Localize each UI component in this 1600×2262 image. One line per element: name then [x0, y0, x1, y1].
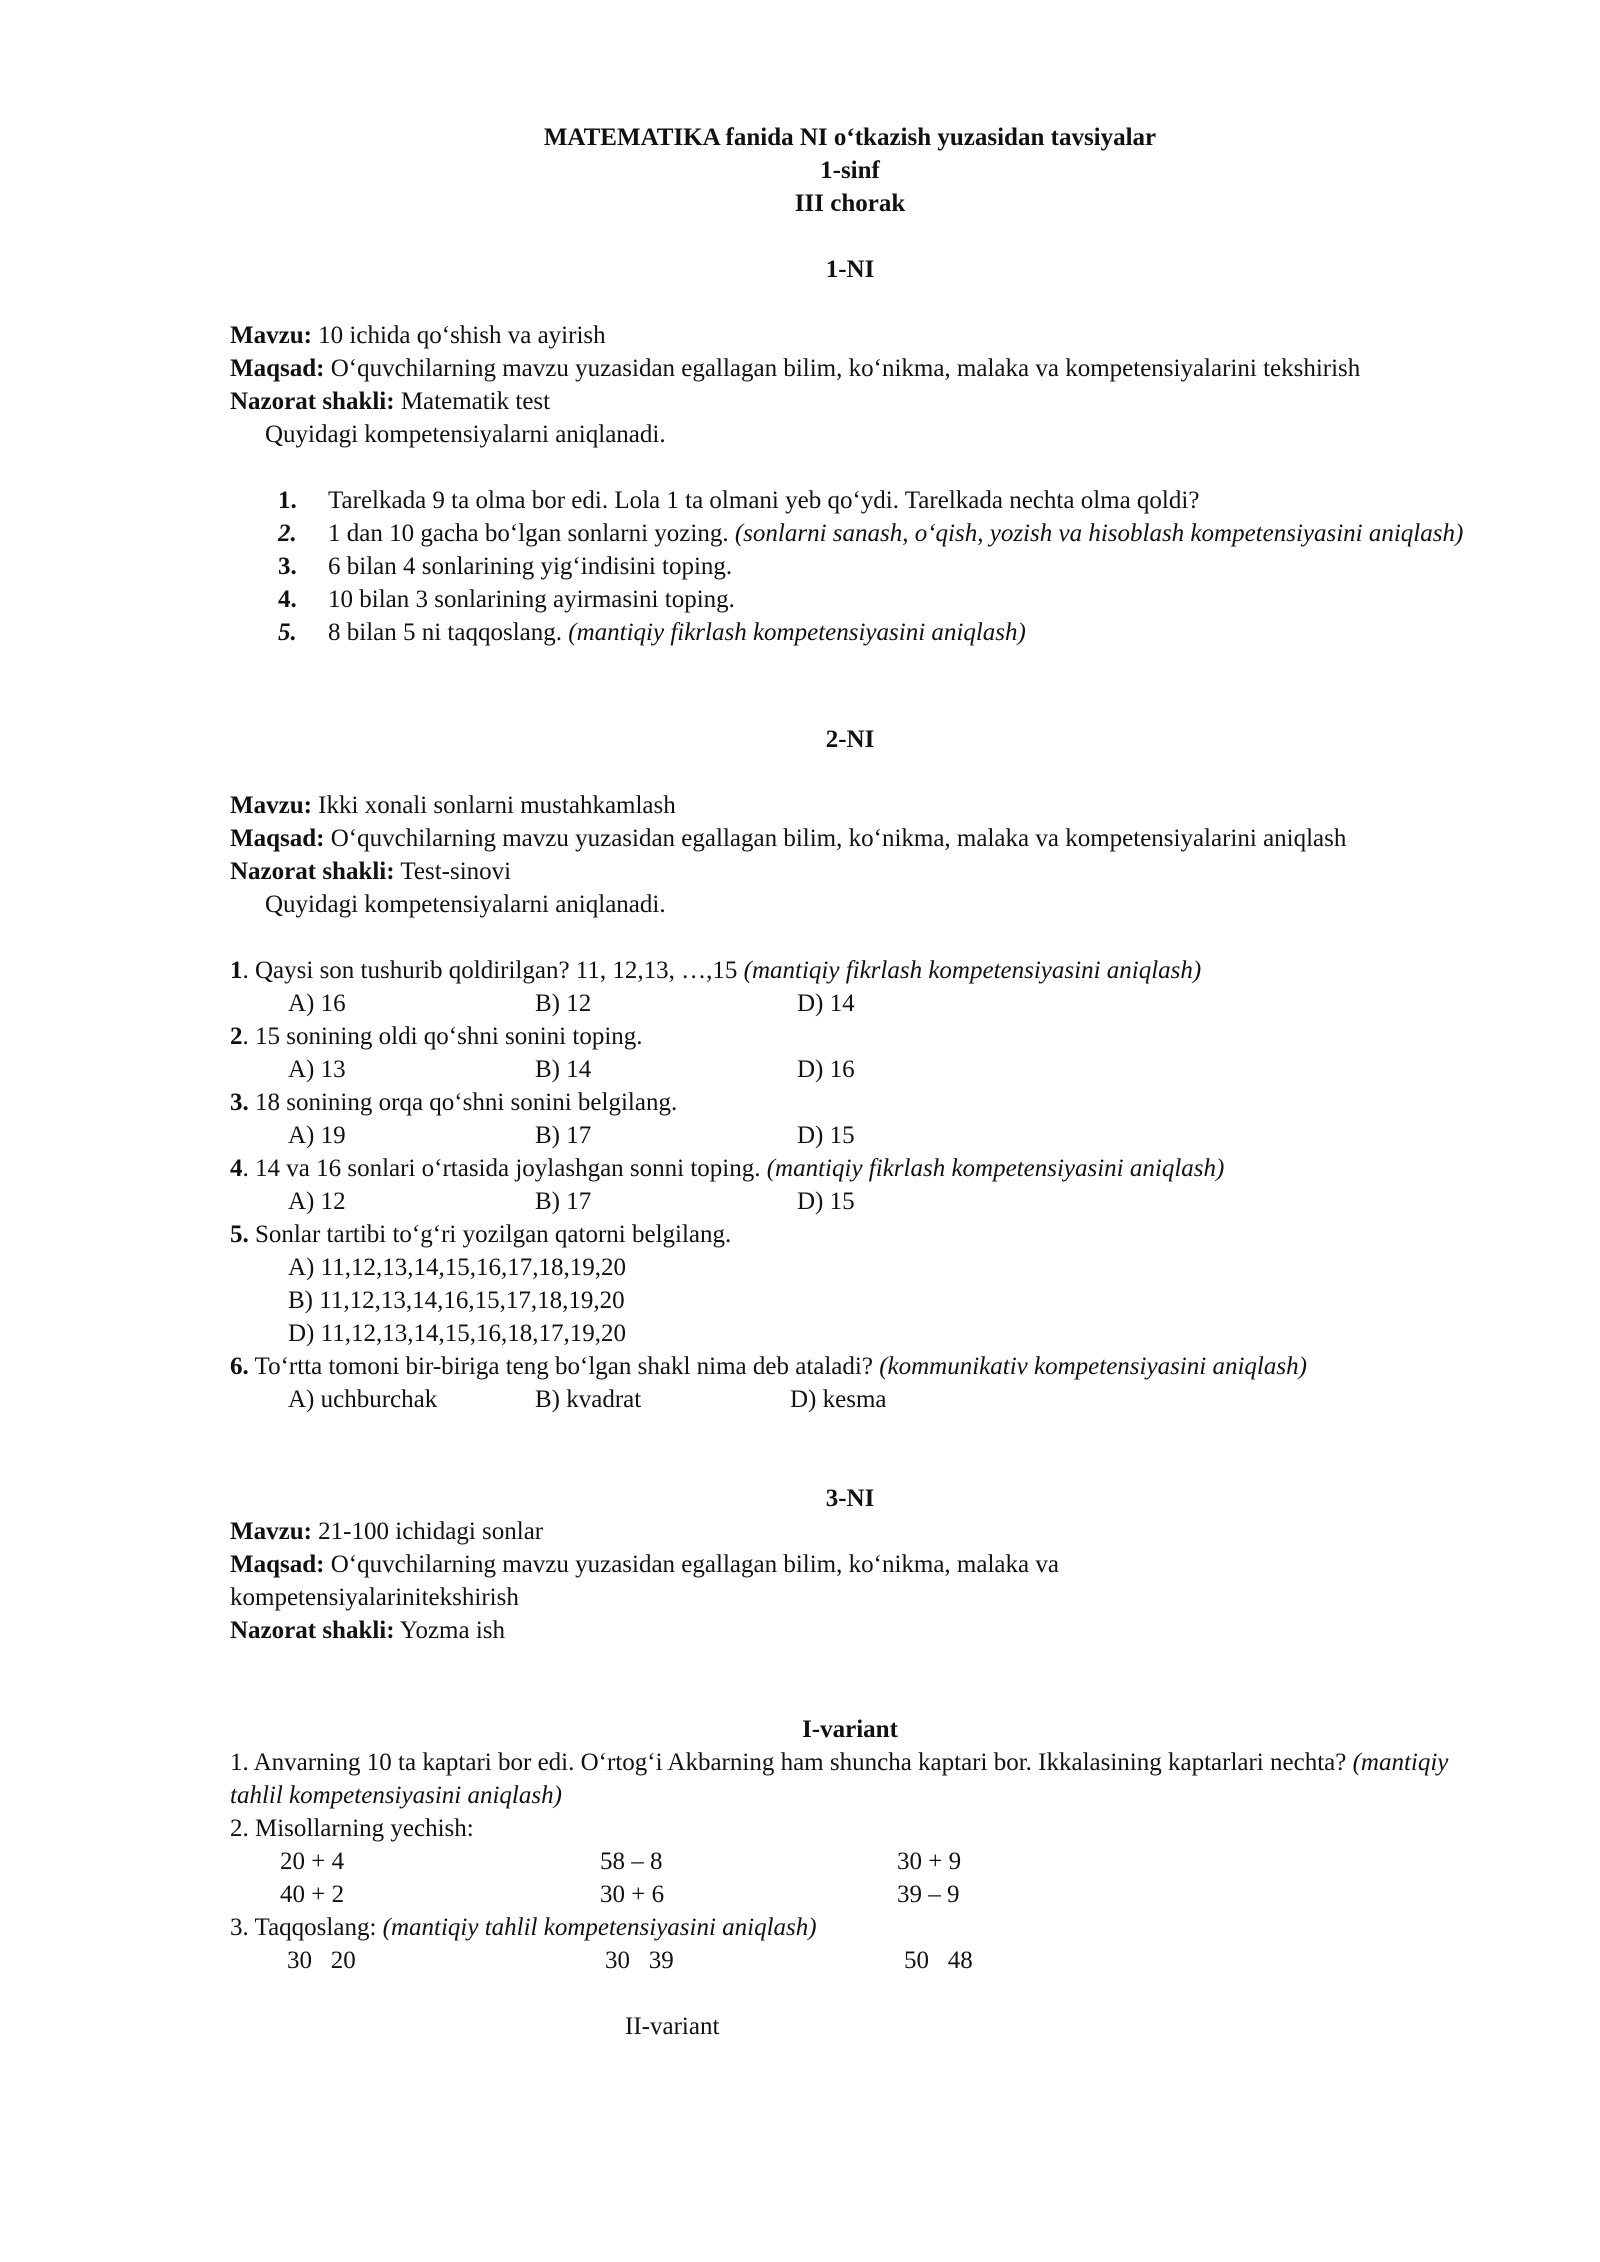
- math-expression: 20 + 4: [280, 1848, 345, 1875]
- question-number: 3.: [230, 1089, 249, 1116]
- variant-2-heading: II-variant: [625, 2013, 720, 2040]
- topic-label: Mavzu:: [230, 1518, 312, 1545]
- question-text: . Qaysi son tushurib qoldirilgan? 11, 12,13, …,15: [242, 957, 744, 984]
- question-number: 1: [230, 957, 243, 984]
- item-text: [328, 583, 1470, 616]
- task-text: 3. Taqqoslang:: [230, 1914, 383, 1941]
- item-number: 2.: [278, 520, 297, 547]
- item-text: [328, 616, 1470, 649]
- variant-1-heading: I-variant: [802, 1716, 898, 1743]
- option-b: B) 12: [535, 990, 592, 1017]
- question-number: 6.: [230, 1353, 249, 1380]
- goal-label: Maqsad:: [230, 825, 325, 852]
- ni2-question-1: [230, 954, 1470, 987]
- compare-pair: 30 20: [287, 1947, 356, 1974]
- ni2-goal-text: O‘quvchilarning mavzu yuzasidan egallagan bilim, ko‘nikma, malaka va kompetensiyalarini aniqlash: [324, 825, 1347, 852]
- goal-label: Maqsad:: [230, 1551, 325, 1578]
- compare-pair: 50 48: [904, 1947, 973, 1974]
- math-expression: 30 + 6: [600, 1881, 665, 1908]
- item-number: 3.: [278, 553, 297, 580]
- answer-options: [230, 1053, 1470, 1086]
- math-expression: 40 + 2: [280, 1881, 345, 1908]
- question-note: (mantiqiy fikrlash kompetensiyasini aniqlash): [743, 957, 1202, 984]
- ni2-topic-text: Ikki xonali sonlarni mustahkamlash: [311, 792, 676, 819]
- task-note: (mantiqiy tahlil kompetensiyasini aniqlash): [382, 1914, 817, 1941]
- question-text: 18 sonining orqa qo‘shni sonini belgilang.: [248, 1089, 678, 1116]
- math-expression: 58 – 8: [600, 1848, 663, 1875]
- ni1-topic: [230, 319, 1470, 352]
- variant-1-task-3: [230, 1911, 1470, 1944]
- option-d: D) 15: [797, 1188, 855, 1215]
- item-body: 10 bilan 3 sonlarining ayirmasini toping.: [328, 586, 735, 613]
- compare-row: [230, 1944, 1470, 1977]
- item-body: 6 bilan 4 sonlarining yig‘indisini toping.: [328, 553, 733, 580]
- list-item: [230, 616, 1470, 649]
- ni2-question-3: [230, 1086, 1470, 1119]
- option-d: D) 14: [797, 990, 855, 1017]
- ni1-task-list: [230, 484, 1470, 649]
- math-row: [230, 1845, 1470, 1878]
- quarter-label: III chorak: [794, 190, 906, 217]
- ni1-goal: [230, 352, 1470, 385]
- document-title: MATEMATIKA fanida NI o‘tkazish yuzasidan tavsiyalar: [543, 124, 1157, 151]
- variant-1-task-1: [230, 1746, 1470, 1812]
- option-a: A) 12: [288, 1188, 346, 1215]
- answer-options: [230, 987, 1470, 1020]
- ni2-question-6: [230, 1350, 1470, 1383]
- ni2-control: [230, 855, 1470, 888]
- option-a: A) 13: [288, 1056, 346, 1083]
- list-item: [230, 583, 1470, 616]
- list-item: [230, 484, 1470, 517]
- option-a: A) 19: [288, 1122, 346, 1149]
- question-number: 5.: [230, 1221, 249, 1248]
- ni3-heading: 3-NI: [825, 1485, 875, 1512]
- topic-label: Mavzu:: [230, 322, 312, 349]
- task-text: 1. Anvarning 10 ta kaptari bor edi. O‘rtog‘i Akbarning ham shuncha kaptari bor. Ikkalasining kaptarlari nechta?: [230, 1749, 1353, 1776]
- item-note: (mantiqiy fikrlash kompetensiyasini aniqlash): [568, 619, 1026, 646]
- answer-options: [230, 1119, 1470, 1152]
- option-b: B) 14: [535, 1056, 592, 1083]
- question-number: 4: [230, 1155, 243, 1182]
- item-text: [328, 550, 1470, 583]
- item-note: (sonlarni sanash, o‘qish, yozish va hisoblash kompetensiyasini aniqlash): [734, 520, 1464, 547]
- control-label: Nazorat shakli:: [230, 858, 395, 885]
- answer-options: [230, 1383, 1470, 1416]
- option-b: B) 17: [535, 1122, 592, 1149]
- variant-1-task-2: 2. Misollarning yechish:: [230, 1815, 474, 1842]
- option-b: B) 11,12,13,14,16,15,17,18,19,20: [288, 1287, 625, 1314]
- option-d: D) 16: [797, 1056, 855, 1083]
- option-d: D) 15: [797, 1122, 855, 1149]
- item-body: 8 bilan 5 ni taqqoslang.: [328, 619, 569, 646]
- ni1-intro: Quyidagi kompetensiyalarni aniqlanadi.: [265, 421, 666, 448]
- document-content: [230, 121, 1470, 2043]
- ni2-question-5: [230, 1218, 1470, 1251]
- ni2-question-2: [230, 1020, 1470, 1053]
- option-d: D) 11,12,13,14,15,16,18,17,19,20: [288, 1320, 626, 1347]
- ni2-goal: [230, 822, 1470, 855]
- question-text: . 15 sonining oldi qo‘shni sonini toping.: [242, 1023, 643, 1050]
- ni1-goal-text: O‘quvchilarning mavzu yuzasidan egallagan bilim, ko‘nikma, malaka va kompetensiyalarini tekshirish: [324, 355, 1361, 382]
- option-a: A) 16: [288, 990, 346, 1017]
- control-label: Nazorat shakli:: [230, 388, 395, 415]
- ni1-heading: 1-NI: [825, 256, 875, 283]
- list-item: [230, 517, 1470, 550]
- goal-label: Maqsad:: [230, 355, 325, 382]
- item-number: 1.: [278, 487, 297, 514]
- question-text: . 14 va 16 sonlari o‘rtasida joylashgan sonni toping.: [242, 1155, 767, 1182]
- math-expression: 39 – 9: [897, 1881, 960, 1908]
- math-row: [230, 1878, 1470, 1911]
- ni1-control: [230, 385, 1470, 418]
- ni1-control-text: Matematik test: [394, 388, 551, 415]
- ni3-goal-text: O‘quvchilarning mavzu yuzasidan egallagan bilim, ko‘nikma, malaka va kompetensiyalarinitekshirish: [230, 1551, 1059, 1611]
- option-b: B) kvadrat: [535, 1386, 642, 1413]
- ni3-control: [230, 1614, 1470, 1647]
- option-a: A) 11,12,13,14,15,16,17,18,19,20: [288, 1254, 626, 1281]
- question-text: To‘rtta tomoni bir-biriga teng bo‘lgan shakl nima deb ataladi?: [248, 1353, 880, 1380]
- ni2-question-4: [230, 1152, 1470, 1185]
- question-note: (mantiqiy fikrlash kompetensiyasini aniqlash): [766, 1155, 1225, 1182]
- ni3-goal: [230, 1548, 1190, 1614]
- ni3-topic: [230, 1515, 1470, 1548]
- item-text: [328, 517, 1470, 550]
- ni3-topic-text: 21-100 ichidagi sonlar: [311, 1518, 544, 1545]
- option-a: A) uchburchak: [288, 1386, 438, 1413]
- ni2-intro: Quyidagi kompetensiyalarni aniqlanadi.: [265, 891, 666, 918]
- math-expression: 30 + 9: [897, 1848, 962, 1875]
- compare-pair: 30 39: [605, 1947, 674, 1974]
- answer-options: [230, 1185, 1470, 1218]
- item-body: 1 dan 10 gacha bo‘lgan sonlarni yozing.: [328, 520, 735, 547]
- task-note: (mantiqiy tahlil kompetensiyasini aniqlash): [230, 1749, 1449, 1809]
- item-number: 4.: [278, 586, 297, 613]
- ni3-control-text: Yozma ish: [394, 1617, 506, 1644]
- item-text: [328, 484, 1470, 517]
- option-b: B) 17: [535, 1188, 592, 1215]
- question-note: (kommunikativ kompetensiyasini aniqlash): [879, 1353, 1307, 1380]
- list-item: [230, 550, 1470, 583]
- control-label: Nazorat shakli:: [230, 1617, 395, 1644]
- question-text: Sonlar tartibi to‘g‘ri yozilgan qatorni belgilang.: [248, 1221, 732, 1248]
- option-d: D) kesma: [790, 1386, 887, 1413]
- ni1-topic-text: 10 ichida qo‘shish va ayirish: [311, 322, 606, 349]
- item-body: Tarelkada 9 ta olma bor edi. Lola 1 ta olmani yeb qo‘ydi. Tarelkada nechta olma qoldi?: [328, 487, 1200, 514]
- grade-label: 1-sinf: [820, 157, 880, 184]
- question-number: 2: [230, 1023, 243, 1050]
- item-number: 5.: [278, 619, 297, 646]
- topic-label: Mavzu:: [230, 792, 312, 819]
- ni2-control-text: Test-sinovi: [394, 858, 512, 885]
- ni2-topic: [230, 789, 1470, 822]
- ni2-heading: 2-NI: [825, 726, 875, 753]
